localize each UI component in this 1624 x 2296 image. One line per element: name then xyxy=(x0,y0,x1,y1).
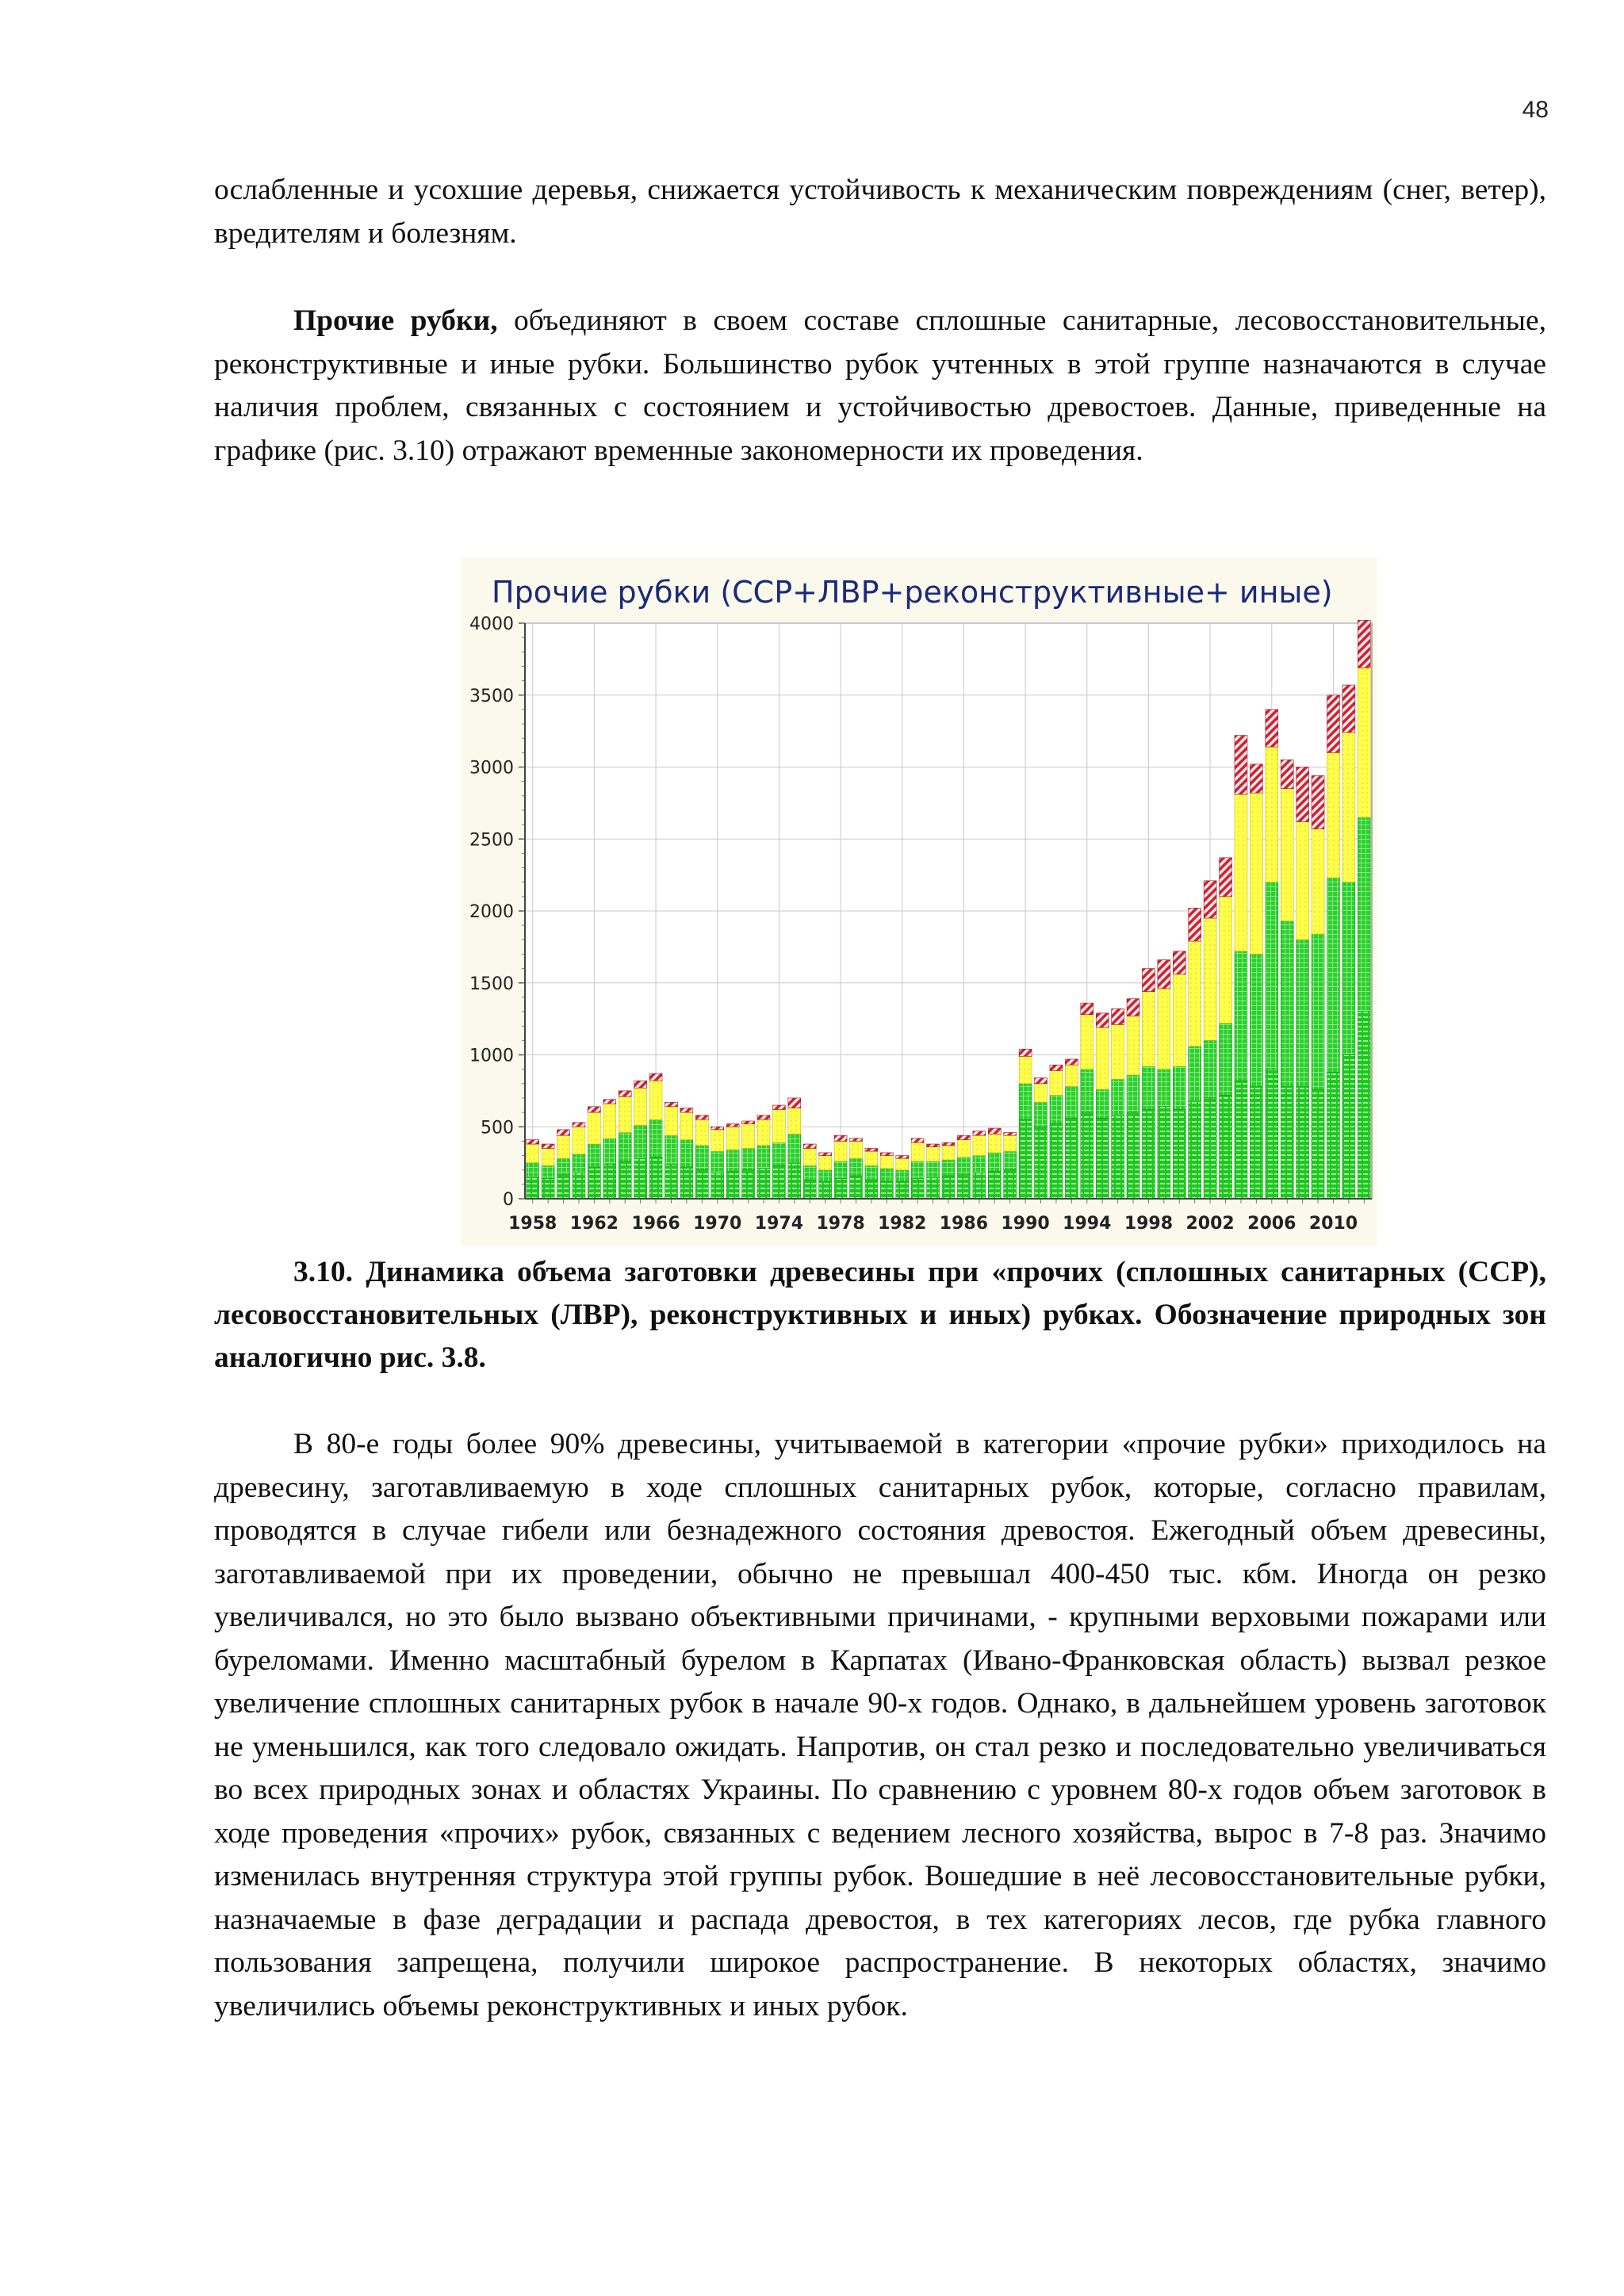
y-tick-label: 1500 xyxy=(469,974,514,994)
bar-segment xyxy=(1142,1066,1155,1109)
bar-segment xyxy=(834,1141,847,1161)
bar-segment xyxy=(865,1148,878,1151)
bar-segment xyxy=(1220,1095,1232,1199)
bar-segment xyxy=(1235,1081,1247,1199)
bar-segment xyxy=(1035,1127,1048,1199)
bar-segment xyxy=(665,1135,678,1164)
bar-segment xyxy=(1035,1078,1048,1084)
bar-segment xyxy=(1189,1101,1201,1199)
bar-segment xyxy=(988,1172,1001,1199)
bar-segment xyxy=(726,1127,739,1150)
bar-segment xyxy=(1127,1016,1139,1074)
bar-segment xyxy=(1235,794,1247,951)
bar-segment xyxy=(819,1156,832,1170)
bar-segment xyxy=(988,1153,1001,1172)
bar-segment xyxy=(1281,1086,1293,1199)
bar-segment xyxy=(1266,1070,1278,1199)
bar-segment xyxy=(1096,1118,1109,1199)
bar-segment xyxy=(1035,1084,1048,1103)
bar-segment xyxy=(1327,695,1339,753)
bar-segment xyxy=(1127,1075,1139,1112)
y-tick-label: 0 xyxy=(503,1190,514,1210)
bar-segment xyxy=(865,1165,878,1180)
figure-caption: 3.10. Динамика объема заготовки древесины при «прочих (сплошных санитарных (ССР), лесовосстановительных (ЛВР), реконструктивных и иных) рубках. Обозначение природных зон аналогично рис. 3.8. xyxy=(214,1256,1546,1374)
paragraph-lead-term: Прочие рубки, xyxy=(293,304,498,337)
bar-segment xyxy=(1050,1095,1063,1123)
bar-segment xyxy=(1220,897,1232,1024)
bar-segment xyxy=(772,1105,785,1109)
bar-segment xyxy=(973,1156,986,1173)
bar-segment xyxy=(711,1127,724,1130)
bar-segment xyxy=(834,1135,847,1141)
bar-segment xyxy=(957,1174,970,1199)
bar-segment xyxy=(1158,960,1170,989)
x-tick-label: 1974 xyxy=(754,1214,804,1234)
x-tick-label: 1998 xyxy=(1124,1214,1174,1234)
bar-segment xyxy=(757,1169,770,1199)
bar-segment xyxy=(1312,775,1324,828)
bar-segment xyxy=(1127,999,1139,1016)
bar-segment xyxy=(573,1173,585,1199)
bar-segment xyxy=(603,1138,616,1165)
bar-segment xyxy=(588,1107,600,1112)
bar-segment xyxy=(850,1141,863,1158)
x-tick-label: 1990 xyxy=(1001,1214,1050,1234)
bar-segment xyxy=(1266,710,1278,747)
bar-segment xyxy=(588,1112,600,1144)
bar-segment xyxy=(1312,1089,1324,1199)
bar-segment xyxy=(1112,1024,1124,1079)
bar-segment xyxy=(542,1144,554,1148)
bar-segment xyxy=(1281,760,1293,788)
paragraph-continuation: ослабленные и усохшие деревья, снижается устойчивость к механическим повреждениям (снег, ветер), вредителям и болезням. xyxy=(214,174,1546,250)
bar-segment xyxy=(619,1133,631,1161)
bar-segment xyxy=(742,1124,755,1149)
bar-segment xyxy=(542,1179,554,1199)
bar-segment xyxy=(695,1115,708,1119)
bar-segment xyxy=(1004,1133,1017,1136)
bar-segment xyxy=(1096,1027,1109,1089)
page-number: 48 xyxy=(1522,97,1549,123)
bar-segment xyxy=(1142,1109,1155,1199)
bar-segment xyxy=(1281,789,1293,921)
bar-segment xyxy=(742,1121,755,1124)
bar-segment xyxy=(1297,821,1309,939)
y-tick-label: 4000 xyxy=(469,614,514,634)
bar-segment xyxy=(880,1169,893,1181)
bar-segment xyxy=(788,1098,801,1108)
bar-segment xyxy=(1235,736,1247,794)
bar-segment xyxy=(1081,1015,1094,1070)
bar-segment xyxy=(1358,620,1370,668)
bar-segment xyxy=(1358,668,1370,817)
bar-segment xyxy=(1050,1070,1063,1095)
y-tick-label: 3500 xyxy=(469,686,514,706)
bar-segment xyxy=(1081,1112,1094,1199)
x-tick-label: 1970 xyxy=(693,1214,742,1234)
bar-segment xyxy=(1112,1079,1124,1115)
bar-segment xyxy=(542,1165,554,1178)
bar-segment xyxy=(695,1170,708,1199)
bar-segment xyxy=(803,1144,816,1148)
bar-segment xyxy=(634,1158,647,1199)
bar-segment xyxy=(1065,1086,1078,1118)
bar-segment xyxy=(988,1134,1001,1153)
bar-segment xyxy=(619,1161,631,1199)
bar-segment xyxy=(649,1073,662,1081)
bar-segment xyxy=(1250,954,1262,1086)
bar-segment xyxy=(911,1138,924,1142)
bar-segment xyxy=(1297,767,1309,822)
bar-segment xyxy=(911,1179,924,1199)
y-tick-label: 500 xyxy=(481,1118,514,1138)
bar-segment xyxy=(1189,941,1201,1046)
x-tick-label: 1966 xyxy=(631,1214,680,1234)
bar-segment xyxy=(1204,1098,1216,1199)
bar-segment xyxy=(1035,1102,1048,1127)
x-tick-label: 1986 xyxy=(939,1214,989,1234)
bar-segment xyxy=(942,1142,955,1146)
bar-segment xyxy=(1342,685,1355,733)
bar-segment xyxy=(634,1125,647,1158)
bar-segment xyxy=(772,1165,785,1199)
bar-segment xyxy=(896,1181,909,1199)
bar-segment xyxy=(1158,989,1170,1070)
x-tick-label: 2010 xyxy=(1308,1214,1358,1234)
bar-segment xyxy=(1327,878,1339,1072)
bar-segment xyxy=(557,1174,570,1199)
bar-segment xyxy=(1342,733,1355,882)
x-tick-label: 1982 xyxy=(878,1214,927,1234)
bar-segment xyxy=(757,1146,770,1169)
bar-segment xyxy=(726,1150,739,1171)
bar-segment xyxy=(803,1165,816,1180)
bar-segment xyxy=(957,1157,970,1174)
bar-segment xyxy=(557,1130,570,1135)
chart-title: Прочие рубки (ССР+ЛВР+реконструктивные+ иные) xyxy=(492,575,1333,610)
bar-segment xyxy=(973,1173,986,1199)
bar-segment xyxy=(603,1164,616,1199)
bar-segment xyxy=(588,1167,600,1199)
bar-segment xyxy=(680,1140,693,1167)
bar-segment xyxy=(819,1153,832,1156)
bar-segment xyxy=(649,1081,662,1119)
bar-segment xyxy=(649,1119,662,1157)
bar-segment xyxy=(803,1148,816,1165)
bar-segment xyxy=(819,1170,832,1182)
bar-segment xyxy=(1358,1012,1370,1199)
bar-segment xyxy=(880,1181,893,1199)
bar-segment xyxy=(1019,1119,1032,1199)
bar-segment xyxy=(1250,793,1262,954)
bar-segment xyxy=(603,1104,616,1138)
bar-segment xyxy=(1204,918,1216,1040)
x-tick-label: 2006 xyxy=(1247,1214,1297,1234)
bar-segment xyxy=(927,1144,940,1147)
bar-segment xyxy=(1050,1065,1063,1070)
bar-segment xyxy=(1173,951,1185,974)
x-tick-label: 1958 xyxy=(508,1214,557,1234)
bar-segment xyxy=(1266,882,1278,1070)
bar-segment xyxy=(927,1161,940,1177)
bar-segment xyxy=(1173,1066,1185,1109)
bar-segment xyxy=(1189,908,1201,941)
bar-segment xyxy=(711,1130,724,1151)
bar-segment xyxy=(1342,882,1355,1055)
bar-segment xyxy=(927,1177,940,1199)
bar-segment xyxy=(527,1144,539,1163)
bar-segment xyxy=(649,1157,662,1199)
bar-segment xyxy=(695,1146,708,1170)
stacked-bar-chart xyxy=(462,558,1377,1246)
bar-segment xyxy=(1096,1013,1109,1027)
bar-segment xyxy=(1204,1040,1216,1098)
paragraph-analysis: В 80-е годы более 90% древесины, учитываемой в категории «прочие рубки» приходилось на древесину, заготавливаемую в ходе сплошных санитарных рубок, которые, согласно правилам, проводятся в случае гибели или безнадежного состояния древостоя. Ежегодный объем древесины, заготавливаемой при их проведении, обычно не превышал 400-450 тыс. кбм. Иногда он резко увеличивался, но это было вызвано объективными причинами, - крупными верховыми пожарами или буреломами. Именно масштабный бурелом в Карпатах (Ивано-Франковская область) вызвал резкое увеличение сплошных санитарных рубок в начале 90-х годов. Однако, в дальнейшем уровень заготовок не уменьшился, как того следовало ожидать. Напротив, он стал резко и последовательно увеличиваться во всех природных зонах и областях Украины. По сравнению с уровнем 80-х годов объем заготовок в ходе проведения «прочих» рубок, связанных с ведением лесного хозяйства, вырос в 7-8 раз. Значимо изменилась внутренняя структура этой группы рубок. Вошедшие в неё лесовосстановительные рубки, назначаемые в фазе деградации и распада древостоя, в тех категориях лесов, где рубка главного пользования запрещена, получили широкое распространение. В некоторых областях, значимо увеличились объемы реконструктивных и иных рубок. xyxy=(214,1428,1546,2022)
bar-segment xyxy=(1004,1135,1017,1151)
bar-segment xyxy=(896,1156,909,1159)
bar-segment xyxy=(1019,1056,1032,1083)
bar-segment xyxy=(1081,1003,1094,1015)
bar-segment xyxy=(665,1164,678,1199)
y-tick-label: 1000 xyxy=(469,1046,514,1066)
bar-segment xyxy=(665,1107,678,1135)
bar-segment xyxy=(1142,969,1155,992)
bar-segment xyxy=(1327,752,1339,878)
bar-segment xyxy=(927,1147,940,1161)
bar-segment xyxy=(1189,1047,1201,1101)
bar-segment xyxy=(850,1158,863,1176)
bar-segment xyxy=(942,1176,955,1199)
bar-segment xyxy=(695,1119,708,1146)
bar-segment xyxy=(757,1115,770,1119)
bar-segment xyxy=(726,1124,739,1127)
bar-segment xyxy=(711,1173,724,1199)
bar-segment xyxy=(1065,1118,1078,1199)
bar-segment xyxy=(742,1148,755,1169)
bar-segment xyxy=(1342,1055,1355,1200)
bar-segment xyxy=(865,1151,878,1165)
bar-segment xyxy=(911,1142,924,1161)
bar-segment xyxy=(973,1135,986,1155)
bar-segment xyxy=(819,1181,832,1199)
bar-segment xyxy=(1173,1109,1185,1199)
bar-segment xyxy=(634,1081,647,1088)
x-tick-label: 1978 xyxy=(816,1214,865,1234)
bar-segment xyxy=(880,1156,893,1169)
plot-area xyxy=(469,614,1372,1234)
bar-segment xyxy=(680,1108,693,1112)
bar-segment xyxy=(665,1102,678,1106)
bar-segment xyxy=(1127,1112,1139,1199)
bar-segment xyxy=(772,1109,785,1142)
bar-segment xyxy=(1142,992,1155,1066)
bar-segment xyxy=(711,1151,724,1173)
bar-segment xyxy=(634,1088,647,1125)
bar-segment xyxy=(1158,1070,1170,1107)
bar-segment xyxy=(834,1161,847,1179)
bar-segment xyxy=(911,1161,924,1179)
bar-segment xyxy=(788,1163,801,1199)
bar-segment xyxy=(527,1163,539,1177)
bar-segment xyxy=(527,1177,539,1199)
bar-segment xyxy=(1065,1065,1078,1086)
bar-segment xyxy=(1096,1089,1109,1118)
bar-segment xyxy=(742,1170,755,1199)
bar-segment xyxy=(573,1123,585,1127)
bar-segment xyxy=(603,1100,616,1104)
bar-segment xyxy=(1158,1107,1170,1199)
y-tick-label: 2000 xyxy=(469,902,514,922)
bar-segment xyxy=(1019,1049,1032,1056)
bar-segment xyxy=(1004,1151,1017,1170)
bar-segment xyxy=(1173,974,1185,1066)
bar-segment xyxy=(803,1180,816,1199)
bar-segment xyxy=(1220,858,1232,897)
bar-segment xyxy=(834,1179,847,1199)
bar-segment xyxy=(1250,1086,1262,1199)
bar-segment xyxy=(1235,951,1247,1081)
bar-segment xyxy=(1266,747,1278,882)
paragraph-body: объединяют в своем составе сплошные санитарные, лесовосстановительные, реконструктивные и иные рубки. Большинство рубок учтенных в этой группе назначаются в случае наличия проблем, связанных с состоянием и устойчивостью древостоев. Данные, приведенные на графике (рис. 3.10) отражают временные закономерности их проведения. xyxy=(214,304,1546,467)
bar-segment xyxy=(1281,921,1293,1087)
bar-segment xyxy=(619,1096,631,1132)
bar-segment xyxy=(957,1135,970,1139)
bar-segment xyxy=(942,1146,955,1160)
bar-segment xyxy=(726,1172,739,1199)
bar-segment xyxy=(1312,934,1324,1089)
bar-segment xyxy=(788,1108,801,1135)
bar-segment xyxy=(1297,939,1309,1086)
bar-segment xyxy=(865,1180,878,1199)
bar-segment xyxy=(680,1167,693,1199)
bar-segment xyxy=(1112,1115,1124,1199)
bar-segment xyxy=(542,1148,554,1165)
bar-segment xyxy=(1050,1124,1063,1199)
bar-segment xyxy=(772,1142,785,1165)
bar-segment xyxy=(1204,881,1216,918)
bar-segment xyxy=(1297,1086,1309,1199)
bar-segment xyxy=(1250,764,1262,793)
bar-segment xyxy=(1358,817,1370,1012)
bar-segment xyxy=(1220,1024,1232,1096)
bar-segment xyxy=(680,1112,693,1139)
x-tick-label: 1962 xyxy=(569,1214,619,1234)
bar-segment xyxy=(896,1158,909,1170)
bar-segment xyxy=(788,1134,801,1162)
y-tick-label: 3000 xyxy=(469,758,514,779)
bar-segment xyxy=(1112,1008,1124,1024)
bar-segment xyxy=(573,1154,585,1173)
figure-chart xyxy=(462,558,1377,1246)
bar-segment xyxy=(619,1091,631,1096)
bar-segment xyxy=(988,1128,1001,1134)
bar-segment xyxy=(1004,1170,1017,1199)
bar-segment xyxy=(557,1135,570,1158)
bar-segment xyxy=(1065,1059,1078,1065)
bar-segment xyxy=(957,1140,970,1158)
bar-segment xyxy=(588,1144,600,1167)
bar-segment xyxy=(850,1176,863,1199)
x-tick-label: 2002 xyxy=(1185,1214,1235,1234)
y-tick-label: 2500 xyxy=(469,830,514,851)
bar-segment xyxy=(1327,1072,1339,1199)
bar-segment xyxy=(757,1119,770,1146)
bar-segment xyxy=(573,1127,585,1154)
x-tick-label: 1994 xyxy=(1063,1214,1112,1234)
bar-segment xyxy=(880,1153,893,1156)
bar-segment xyxy=(973,1131,986,1135)
paragraph-other-cuttings xyxy=(214,300,1546,473)
bar-segment xyxy=(527,1140,539,1144)
bar-segment xyxy=(850,1138,863,1142)
bar-segment xyxy=(557,1158,570,1174)
bar-segment xyxy=(896,1170,909,1182)
bar-segment xyxy=(942,1160,955,1176)
bar-segment xyxy=(1312,829,1324,934)
bar-segment xyxy=(1019,1084,1032,1119)
bar-segment xyxy=(1081,1070,1094,1112)
